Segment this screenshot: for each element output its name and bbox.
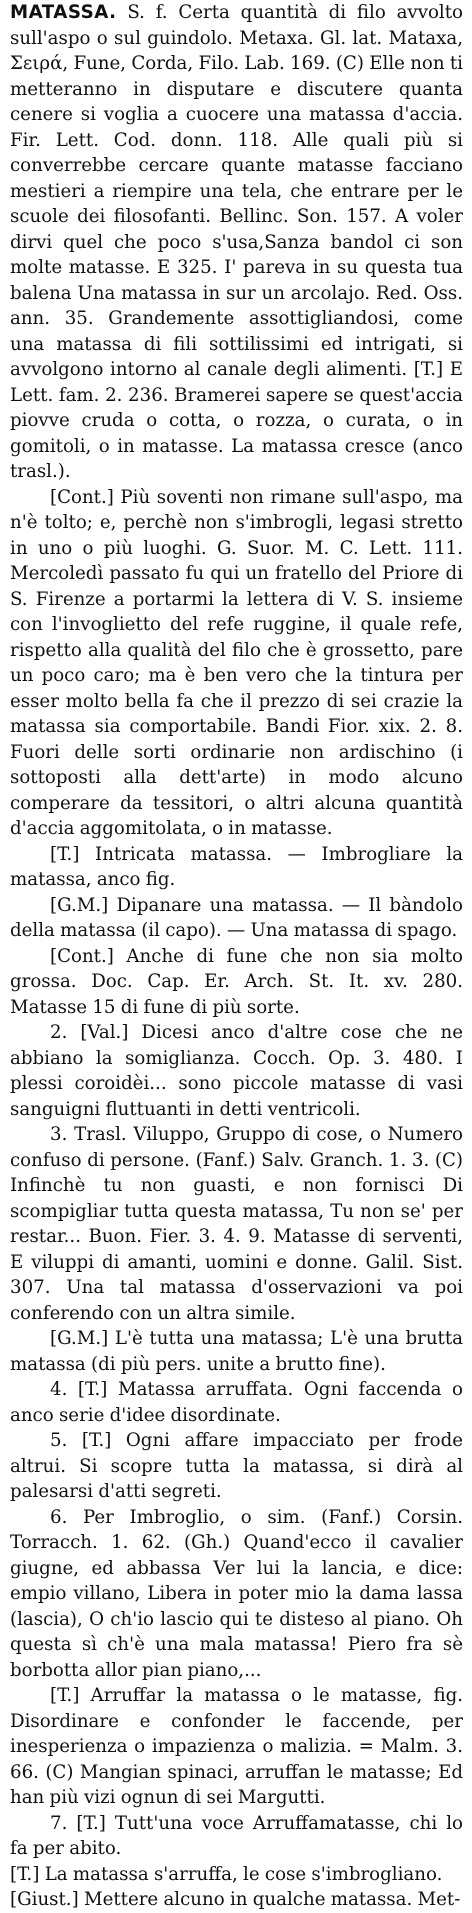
sense-2: 2. [Val.] Dicesi anco d'altre cose che ne abbiano la somiglianza. Cocch. Op. 3. 480. I plessi coroidèi... sono piccole matasse di vasi sanguigni fluttuanti in detti ventricoli. xyxy=(10,1022,463,1120)
entry-body: S. f. Certa quantità di filo avvolto sull'aspo o sul guindolo. Metaxa. Gl. lat. Mataxa, Σειρά, Fune, Corda, Filo. Lab. 169. (C) Elle non ti metteranno in disputare e discutere quanta cenere si voglia a cuocere una matassa d'accia. Fir. Lett. Cod. donn. 118. Alle quali più si converrebbe cercare quante matasse facciano mestieri a riempire una tela, che entrare per le scuole dei filosofanti. Bellinc. Son. 157. A voler dirvi quel che poco s'usa,Sanza bandol ci son molte matasse. E 325. I' pareva in su questa tua balena Una matassa in sur un arcolajo. Red. Oss. ann. 35. Grandemente assottigliandosi, come una matassa di fili sottilissimi ed intrigati, si avvolgono intorno al canale degli alimenti. [T.] E Lett. fam. 2. 236. Bramerei sapere se quest'accia piovve cruda o cotta, o rozza, o curata, o in gomitoli, o in matasse. La matassa cresce (anco trasl.). xyxy=(10,2,463,482)
sense-7: 7. [T.] Tutt'una voce Arruffamatasse, chi lo fa per abito. xyxy=(10,1812,463,1859)
sense-arruffar: [T.] Arruffar la matassa o le matasse, fig. Disordinare e confonder le faccende, per inesperienza o impazienza o malizia. = Malm. 3. 66. (C) Mangian spinaci, arruffan le matasse; Ed han più vizi ognun di sei Margutti. xyxy=(10,1685,463,1808)
sense-4: 4. [T.] Matassa arruffata. Ogni faccenda o anco serie d'idee disordinate. xyxy=(10,1379,463,1426)
sense-intricata: [T.] Intricata matassa. — Imbrogliare la matassa, anco fig. xyxy=(10,843,463,890)
sense-6: 6. Per Imbroglio, o sim. (Fanf.) Corsin. Torracch. 1. 62. (Gh.) Quand'ecco il cavalier giugne, ed abbassa Ver lui la lancia, e dice: empio villano, Libera in poter mio la dama lassa (lascia), O ch'io lascio qui te disteso al piano. Oh questa sì ch'è una mala matassa! Piero fra sè borbotta allor pian piano,... xyxy=(10,1506,463,1681)
sense-5: 5. [T.] Ogni affare impacciato per frode altrui. Si scopre tutta la matassa, si dirà al palesarsi d'atti segreti. xyxy=(10,1430,463,1502)
sense-cont-aspo: [Cont.] Più soventi non rimane sull'aspo, ma n'è tolto; e, perchè non s'imbrogli, legasi stretto in uno o più luoghi. G. Suor. M. C. Lett. 111. Mercoledì passato fu qui un fratello del Priore di S. Firenze a portarmi la lettera di V. S. insieme con l'invoglietto del refe ruggine, il quale refe, rispetto alla qualità del filo che è grossetto, pare un poco caro; ma è ben vero che la tintura per esser molto bella fa che il prezzo di sei crazie la matassa sia comportabile. Bandi Fior. xix. 2. 8. Fuori delle sorti ordinarie non ardischino (i sottoposti alla dett'arte) in modo alcuno comperare da tessitori, o altri alcuna quantità d'accia aggomitolata, o in matasse. xyxy=(10,486,463,839)
sense-fune: [Cont.] Anche di fune che non sia molto grossa. Doc. Cap. Er. Arch. St. It. xv. 280. Matasse 15 di fune di più sorte. xyxy=(10,945,463,1018)
sense-s-arruffa: [T.] La matassa s'arruffa, le cose s'imbrogliano. xyxy=(10,1863,443,1885)
sense-gm-tutta: [G.M.] L'è tutta una matassa; L'è una brutta matassa (di più pers. unite a brutto fine). xyxy=(10,1328,463,1375)
sense-giust: [Giust.] Mettere alcuno in qualche matassa. Met- xyxy=(10,1889,461,1910)
headword: MATASSA. xyxy=(10,2,117,23)
entry-definition xyxy=(10,0,463,485)
sense-3: 3. Trasl. Viluppo, Gruppo di cose, o Numero confuso di persone. (Fanf.) Salv. Granch. 1. 3. (C) Infinchè tu non guasti, e non fornisci Di scompigliar tutta questa matassa, Tu non se' per restar... Buon. Fier. 3. 4. 9. Matasse di serventi, E viluppi di amanti, uomini e donne. Galil. Sist. 307. Una tal matassa d'osservazioni va poi conferendo con un altra simile. xyxy=(10,1124,463,1324)
sense-dipanare: [G.M.] Dipanare una matassa. — Il bàndolo della matassa (il capo). — Una matassa di spago. xyxy=(10,894,463,941)
